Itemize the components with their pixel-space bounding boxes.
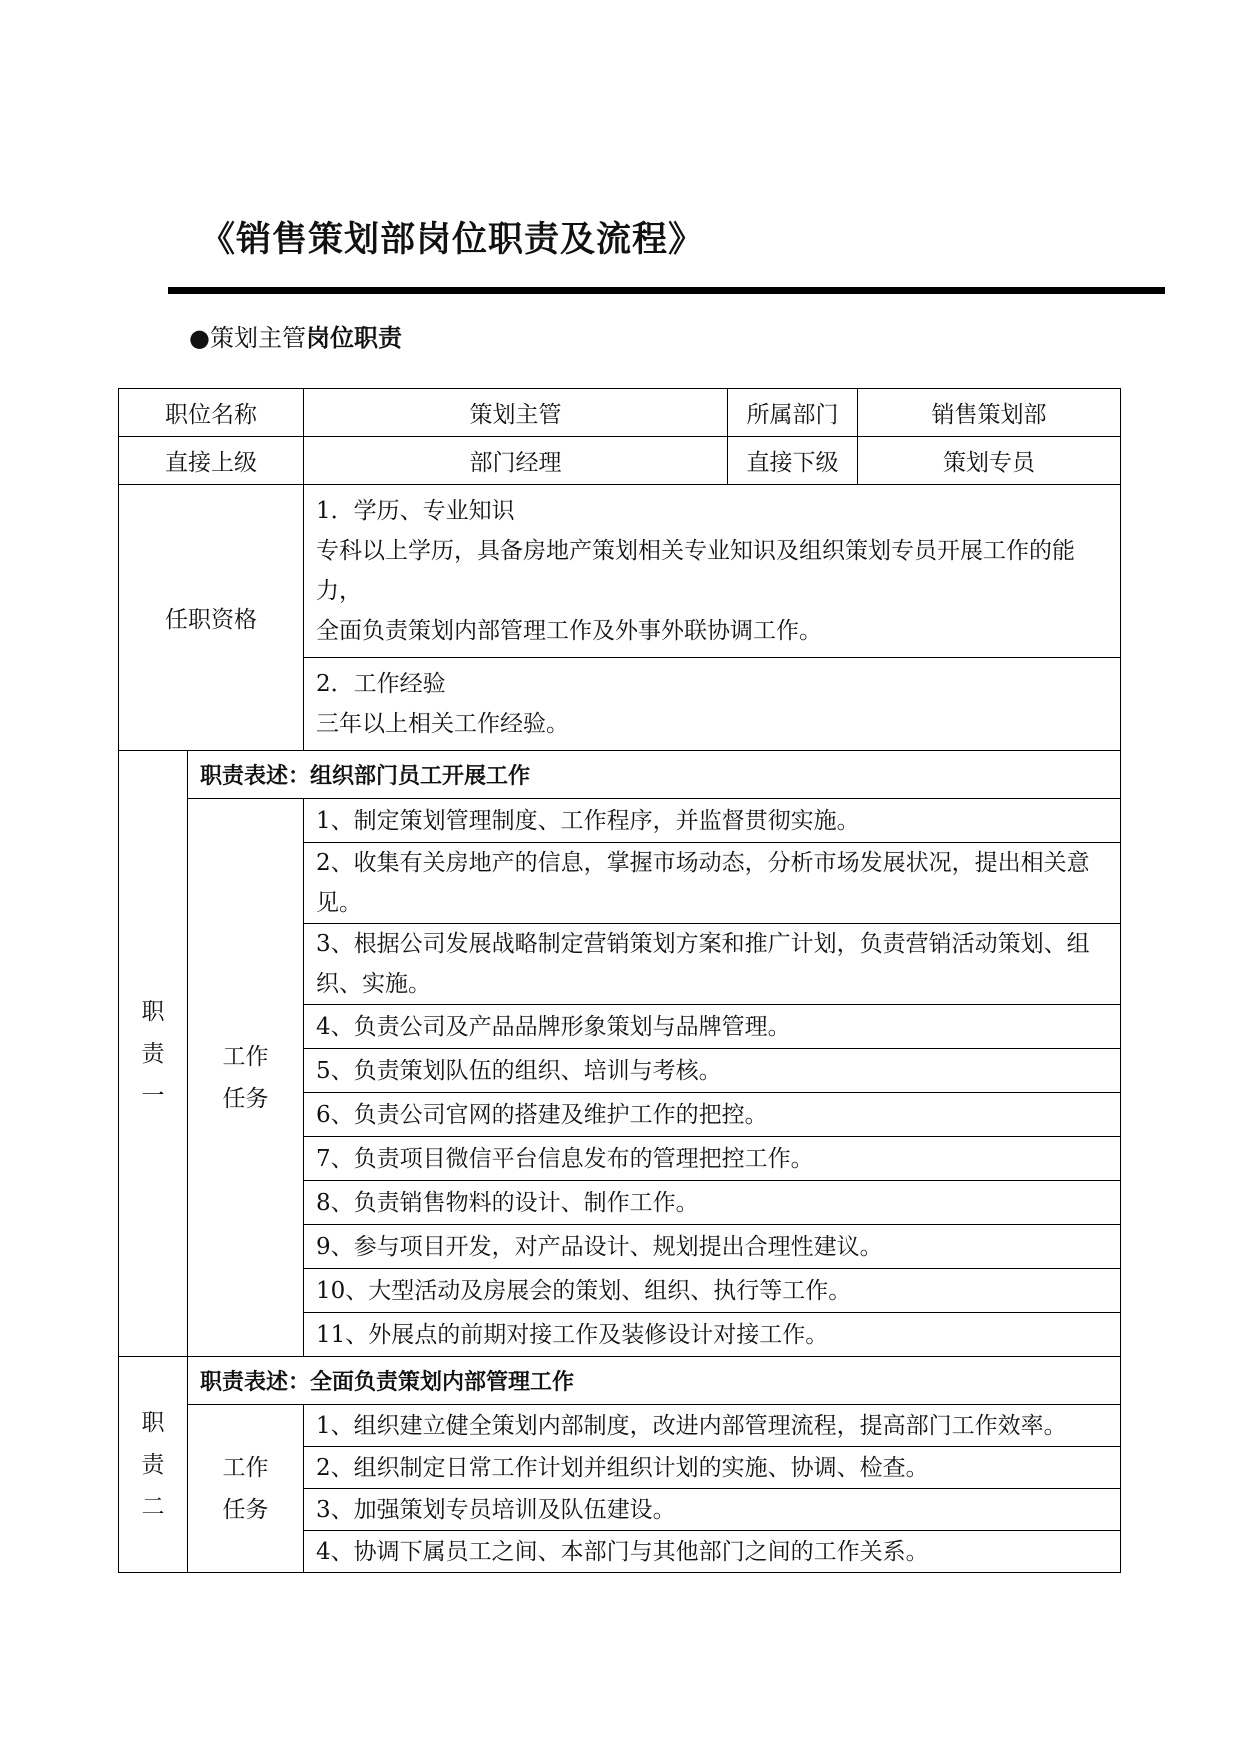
title-rule — [168, 287, 1165, 294]
duty1-task: 2、收集有关房地产的信息，掌握市场动态，分析市场发展状况，提出相关意见。 — [304, 843, 1121, 924]
qual1-title: 1．学历、专业知识 — [316, 498, 515, 524]
qual1-line1: 专科以上学历，具备房地产策划相关专业知识及组织策划专员开展工作的能力， — [316, 538, 1075, 604]
department-label: 所属部门 — [728, 389, 858, 437]
department-value: 销售策划部 — [858, 389, 1121, 437]
qual1-line2: 全面负责策划内部管理工作及外事外联协调工作。 — [316, 618, 822, 644]
table-row — [119, 751, 1121, 799]
duty2-task: 1、组织建立健全策划内部制度，改进内部管理流程，提高部门工作效率。 — [304, 1405, 1121, 1447]
qualification-experience — [304, 658, 1121, 751]
qualification-label: 任职资格 — [119, 485, 304, 751]
duty2-task-label — [188, 1405, 304, 1573]
duty2-task: 3、加强策划专员培训及队伍建设。 — [304, 1489, 1121, 1531]
duty1-task: 3、根据公司发展战略制定营销策划方案和推广计划，负责营销活动策划、组织、实施。 — [304, 924, 1121, 1005]
qualification-education — [304, 485, 1121, 658]
duty2-side-label — [119, 1357, 188, 1573]
duty1-statement: 职责表述：组织部门员工开展工作 — [188, 751, 1121, 799]
superior-value: 部门经理 — [304, 437, 728, 485]
document-title: 《销售策划部岗位职责及流程》 — [200, 219, 705, 260]
duty2-task: 4、协调下属员工之间、本部门与其他部门之间的工作关系。 — [304, 1531, 1121, 1573]
duty1-side-label — [119, 751, 188, 1357]
section-heading-bold: 岗位职责 — [305, 323, 402, 352]
duty1-task: 8、负责销售物料的设计、制作工作。 — [304, 1181, 1121, 1225]
table-row — [119, 437, 1121, 485]
table-row — [119, 389, 1121, 437]
qual2-line1: 三年以上相关工作经验。 — [316, 711, 569, 737]
duty1-task: 6、负责公司官网的搭建及维护工作的把控。 — [304, 1093, 1121, 1137]
superior-label: 直接上级 — [119, 437, 304, 485]
duty2-side-char: 责 — [141, 1451, 165, 1478]
duty1-task: 1、制定策划管理制度、工作程序，并监督贯彻实施。 — [304, 799, 1121, 843]
table-row — [119, 799, 1121, 843]
subordinate-value: 策划专员 — [858, 437, 1121, 485]
subordinate-label: 直接下级 — [728, 437, 858, 485]
duty1-task-label-line: 工作 — [222, 1043, 269, 1070]
duty1-side-char: 责 — [141, 1040, 165, 1067]
duty1-side-char: 职 — [141, 998, 165, 1025]
duty2-task-label-line: 任务 — [222, 1496, 269, 1523]
duty2-side-char: 二 — [141, 1493, 165, 1520]
duty1-task-label — [188, 799, 304, 1357]
duty1-task: 4、负责公司及产品品牌形象策划与品牌管理。 — [304, 1005, 1121, 1049]
qual2-title: 2．工作经验 — [316, 671, 446, 697]
table-row — [119, 485, 1121, 658]
position-name-label: 职位名称 — [119, 389, 304, 437]
duty2-task: 2、组织制定日常工作计划并组织计划的实施、协调、检查。 — [304, 1447, 1121, 1489]
table-row — [119, 1357, 1121, 1405]
duty1-task: 5、负责策划队伍的组织、培训与考核。 — [304, 1049, 1121, 1093]
job-description-table — [118, 388, 1121, 1573]
duty1-task: 10、大型活动及房展会的策划、组织、执行等工作。 — [304, 1269, 1121, 1313]
duty2-task-label-line: 工作 — [222, 1454, 269, 1481]
table-row — [119, 1405, 1121, 1447]
duty2-statement: 职责表述：全面负责策划内部管理工作 — [188, 1357, 1121, 1405]
position-name-value: 策划主管 — [304, 389, 728, 437]
duty1-task: 7、负责项目微信平台信息发布的管理把控工作。 — [304, 1137, 1121, 1181]
section-heading — [189, 318, 402, 353]
duty1-task-label-line: 任务 — [222, 1085, 269, 1112]
section-heading-prefix: ●策划主管 — [189, 324, 306, 352]
duty1-task: 11、外展点的前期对接工作及装修设计对接工作。 — [304, 1313, 1121, 1357]
duty2-side-char: 职 — [141, 1409, 165, 1436]
duty1-task: 9、参与项目开发，对产品设计、规划提出合理性建议。 — [304, 1225, 1121, 1269]
duty1-side-char: 一 — [141, 1082, 165, 1109]
